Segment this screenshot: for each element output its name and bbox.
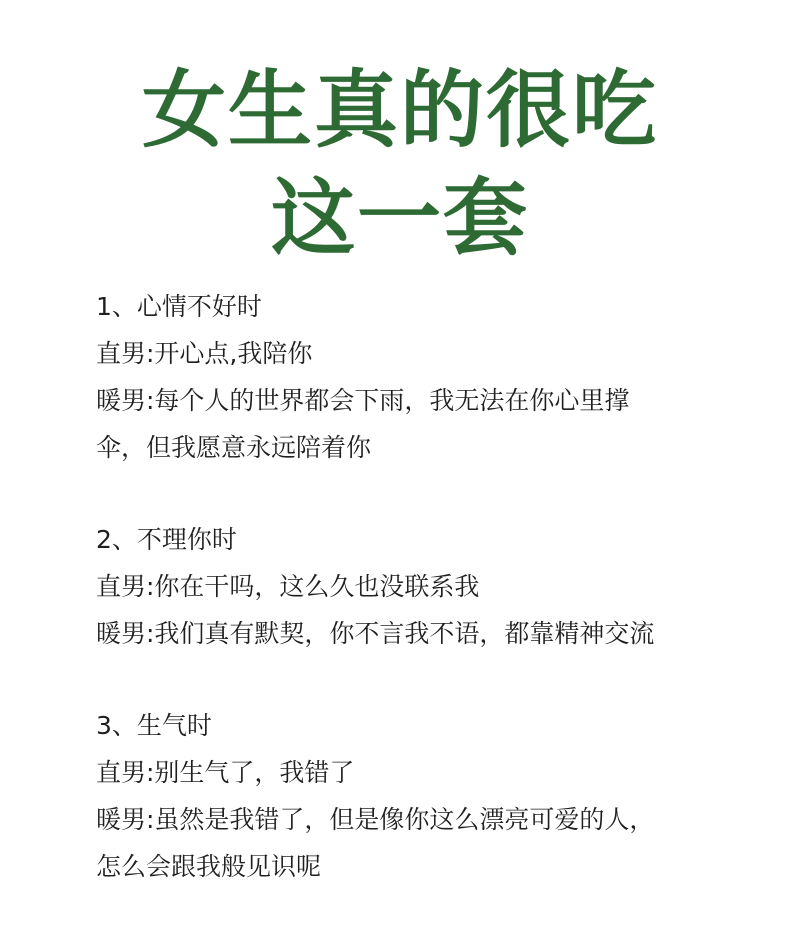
page-title-line-2: 这一套 — [270, 169, 529, 267]
straight-guy-reply: 直男:你在干吗，这么久也没联系我 — [96, 572, 480, 601]
straight-guy-reply: 直男:别生气了，我错了 — [96, 758, 355, 787]
section-heading: 2、不理你时 — [96, 525, 237, 554]
warm-guy-reply: 暖男:虽然是我错了，但是像你这么漂亮可爱的人， — [96, 805, 655, 834]
straight-guy-reply: 直男:开心点,我陪你 — [96, 339, 313, 368]
warm-guy-reply-continued: 怎么会跟我般见识呢 — [96, 852, 322, 881]
page-title-line-1: 女生真的很吃 — [141, 61, 658, 159]
article-body — [96, 283, 756, 935]
warm-guy-reply: 暖男:每个人的世界都会下雨，我无法在你心里撑 — [96, 386, 630, 415]
section-heading: 3、生气时 — [96, 711, 212, 740]
section-1 — [96, 283, 756, 471]
section-3 — [96, 702, 756, 890]
warm-guy-reply: 暖男:我们真有默契，你不言我不语，都靠精神交流 — [96, 619, 655, 648]
warm-guy-reply-continued: 伞，但我愿意永远陪着你 — [96, 433, 372, 462]
section-2 — [96, 516, 756, 657]
section-heading: 1、心情不好时 — [96, 292, 262, 321]
